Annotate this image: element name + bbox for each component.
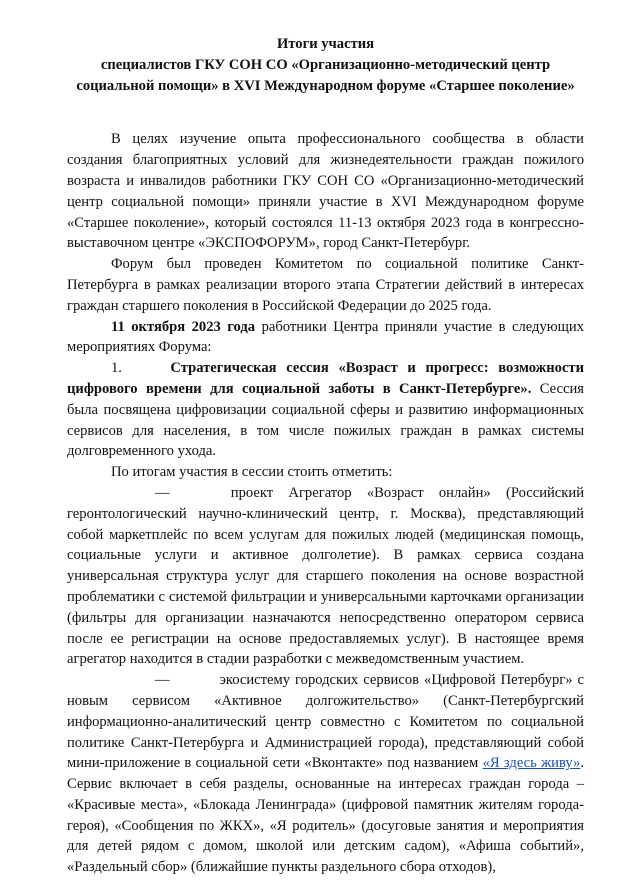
- dash-bullet-2: —: [155, 672, 170, 689]
- ya-zdes-zhivu-link[interactable]: «Я здесь живу»: [482, 755, 581, 772]
- paragraph-date: [67, 317, 584, 359]
- title-line-2: специалистов ГКУ СОН СО «Организационно-методический центр: [100, 56, 551, 73]
- paragraph-ecosystem: [67, 670, 584, 878]
- title-line-3: социальной помощи» в XVI Международном форуме «Старшее поколение»: [76, 77, 575, 94]
- dash-bullet: —: [155, 484, 170, 501]
- document-title: [67, 34, 584, 96]
- title-line-1: Итоги участия: [276, 36, 375, 52]
- date-rest: работники Центра приняли участие в следующих мероприятиях Форума:: [67, 318, 584, 356]
- paragraph-intro: В целях изучение опыта профессионального сообщества в области создания благоприятных условий для жизнедеятельности граждан пожилого возраста и инвалидов работники ГКУ СОН СО «Организационно-методический центр социальной помощи» приняли участие в XVI Международном форуме «Старшее поколение», который состоялся 11-13 октября 2023 года в конгрессно-выставочном центре «ЭКСПОФОРУМ», город Санкт-Петербург.: [67, 131, 584, 252]
- aggregator-text: проект Агрегатор «Возраст онлайн» (Российский геронтологический научно-клинический центр, г. Москва), представляющий собой маркетплейс по всем услугам для пожилых людей (медицинская помощь, социальные услуги и активное долголетие). В рамках сервиса создана универсальная структура услуг для старшего поколения на основе возрастной проблематики с системой фильтрации и универсальными карточками организации (фильтры для организации назначаются непосредственно оператором сервиса после ее регистрации на основе предоставляемых услуг). В настоящее время агрегатор находится в стадии разработки с межведомственным участием.: [67, 484, 584, 668]
- date-bold: 11 октября 2023 года: [111, 318, 256, 335]
- item-number: 1.: [111, 360, 122, 377]
- ecosystem-text-rest: . Сервис включает в себя разделы, основанные на интересах граждан города – «Красивые места», «Блокада Ленинграда» (цифровой памятник жителям города-героя), «Сообщения по ЖКХ», «Я родитель» (досуговые занятия и мероприятия для детей рядом с домом, школой или детским садом), «Афиша событий», «Раздельный сбор» (ближайшие пункты раздельного сбора отходов),: [67, 755, 584, 876]
- session-desc: Сессия была посвящена цифровизации социальной сферы и развитию информационных сервисов для населения, в том числе пожилых граждан в рамках системы долговременного ухода.: [67, 380, 584, 460]
- ecosystem-text: экосистему городских сервисов «Цифровой Петербург» с новым сервисом «Активное долгожительство» (Санкт-Петербургский информационно-аналитический центр совместно с Комитетом по социальной политике Санкт-Петербурга и Администрацией города), представляющий собой мини-приложение в социальной сети «Вконтакте» под названием: [67, 672, 585, 772]
- document-page: [67, 34, 584, 878]
- paragraph-session: [67, 358, 584, 462]
- paragraph-forum: Форум был проведен Комитетом по социальной политике Санкт-Петербурга в рамках реализации второго этапа Стратегии действий в интересах граждан старшего поколения в Российской Федерации до 2025 года.: [67, 256, 584, 314]
- paragraph-results: По итогам участия в сессии стоить отметить:: [111, 464, 393, 481]
- session-title: Стратегическая сессия «Возраст и прогресс: возможности цифрового времени для социальной заботы в Санкт-Петербурге».: [67, 360, 584, 397]
- paragraph-aggregator: [67, 483, 584, 670]
